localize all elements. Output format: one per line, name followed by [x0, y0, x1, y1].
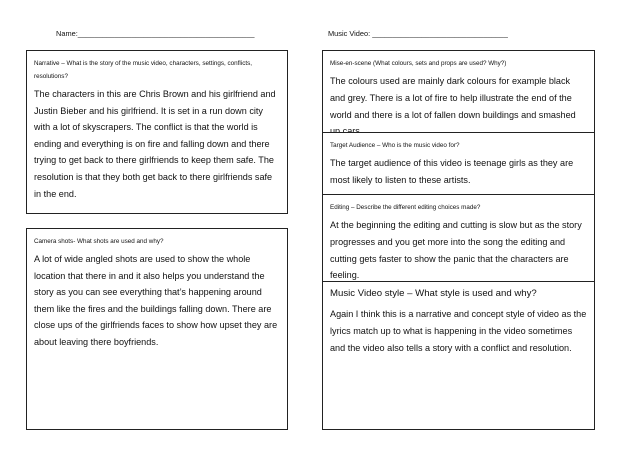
editing-answer: At the beginning the editing and cutting is slow but as the story progresses and you get more into the song the editing and cutting gets faster to show the panic that the characters are feeling. — [330, 220, 582, 281]
name-field-label: Name:___________________________________________ — [56, 29, 255, 38]
mise-en-scene-prompt: Mise-en-scene (What colours, sets and props are used? Why?) — [330, 60, 507, 67]
camera-shots-prompt: Camera shots- What shots are used and why? — [34, 238, 164, 245]
music-video-style-box — [322, 281, 595, 430]
target-audience-box — [322, 132, 595, 195]
editing-box — [322, 194, 595, 282]
mise-en-scene-answer: The colours used are mainly dark colours for example black and grey. There is a lot of fire to help illustrate the end of the world and there is a lot of fallen down buildings and smashed — [330, 76, 576, 120]
mise-en-scene-box — [322, 50, 595, 133]
target-audience-prompt: Target Audience – Who is the music video for? — [330, 142, 460, 149]
camera-shots-box — [26, 228, 288, 430]
music-video-style-prompt: Music Video style – What style is used and why? — [330, 288, 537, 299]
camera-shots-answer: A lot of wide angled shots are used to show the whole location that there in and it also helps you understand the story as you can see everything that’s happening around them like the fires and the buildings falling down. There are close ups of the girlfriends faces to show how upset they are about leaving there boyfriends. — [34, 254, 278, 347]
narrative-prompt: Narrative – What is the story of the music video, characters, settings, conflicts, resolutions? — [34, 60, 253, 80]
target-audience-answer: The target audience of this video is teenage girls as they are most likely to listen to these artists. — [330, 158, 574, 185]
music-video-field-label: Music Video: _________________________________ — [328, 29, 508, 38]
music-video-style-answer: Again I think this is a narrative and concept style of video as the lyrics match up to what is happening in the video sometimes and the video also tells a story with a conflict and resolution. — [330, 309, 587, 353]
narrative-answer: The characters in this are Chris Brown and his girlfriend and Justin Bieber and his girlfriend. It is set in a run down city with a lot of skyscrapers. The conflict is that the world is ending and everything is on fire and falling down and there trying to get back to there girlfriends to keep them safe. The resolution is that they both get back to there girlfriends safe in the end. — [34, 89, 276, 199]
editing-prompt: Editing – Describe the different editing choices made? — [330, 204, 481, 211]
narrative-box — [26, 50, 288, 214]
